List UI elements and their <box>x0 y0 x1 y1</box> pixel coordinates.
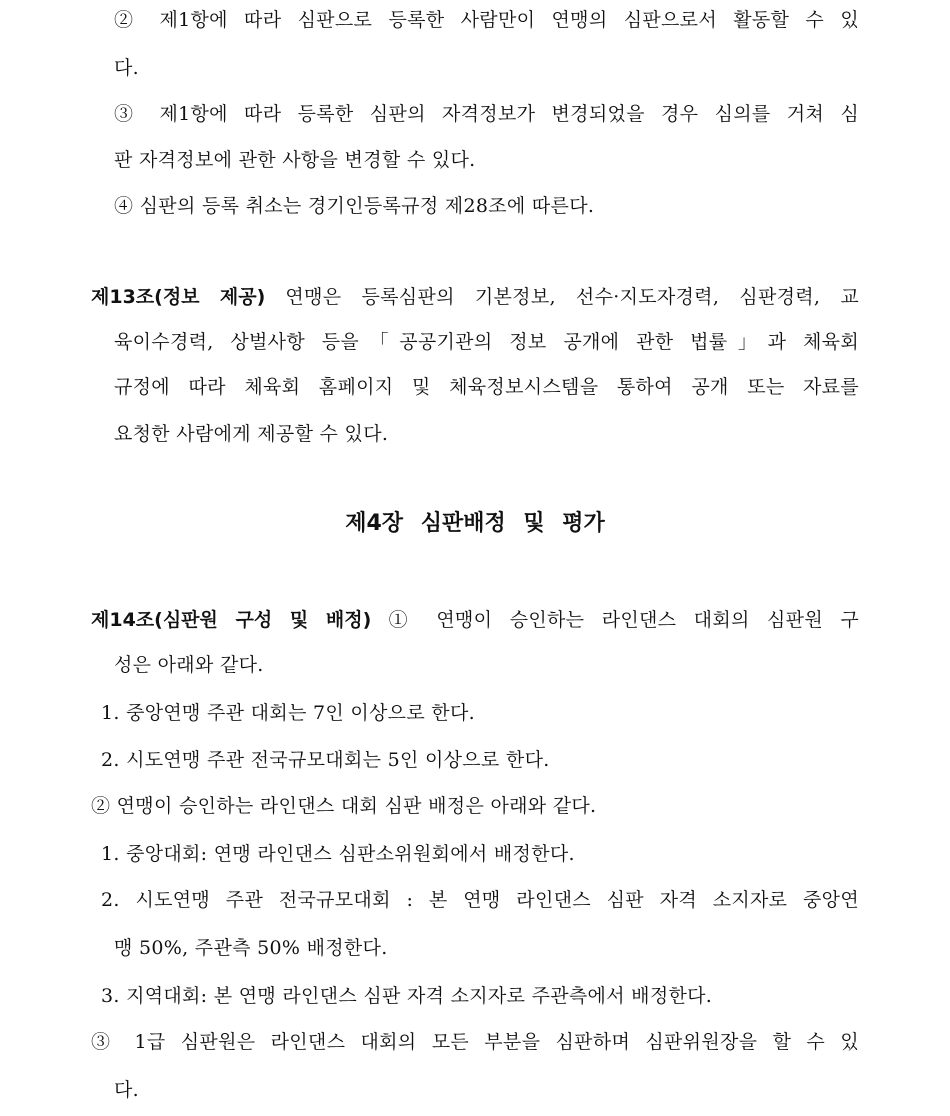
article14-item2-2-line1: 2. 시도연맹 주관 전국규모대회 : 본 연맹 라인댄스 심판 자격 소지자로 중앙연 <box>101 889 859 911</box>
article14-para2: ② 연맹이 승인하는 라인댄스 대회 심판 배정은 아래와 같다. <box>91 795 597 817</box>
article13-heading: 제13조(정보 제공) <box>91 286 266 308</box>
article14-line2: 성은 아래와 같다. <box>114 654 264 676</box>
article14-para3-line2: 다. <box>114 1079 139 1101</box>
article12-para2-line1: ② 제1항에 따라 심판으로 등록한 사람만이 연맹의 심판으로서 활동할 수 있 <box>114 9 859 31</box>
article14-item2-1: 1. 중앙대회: 연맹 라인댄스 심판소위원회에서 배정한다. <box>101 843 575 865</box>
article14-item1-1: 1. 중앙연맹 주관 대회는 7인 이상으로 한다. <box>101 702 475 724</box>
article13-line4: 요청한 사람에게 제공할 수 있다. <box>114 423 389 445</box>
article14-line1-text: ① 연맹이 승인하는 라인댄스 대회의 심판원 구 <box>371 609 859 631</box>
article13-line2: 육이수경력, 상벌사항 등을「공공기관의 정보 공개에 관한 법률」과 체육회 <box>114 331 859 353</box>
article14-item1-2: 2. 시도연맹 주관 전국규모대회는 5인 이상으로 한다. <box>101 749 550 771</box>
article12-para3-line2: 판 자격정보에 관한 사항을 변경할 수 있다. <box>114 149 476 171</box>
article14-line1 <box>91 607 859 633</box>
article14-item2-3: 3. 지역대회: 본 연맹 라인댄스 심판 자격 소지자로 주관측에서 배정한다. <box>101 985 713 1007</box>
article12-para2-line2: 다. <box>114 57 139 79</box>
article12-para3-line1: ③ 제1항에 따라 등록한 심판의 자격정보가 변경되었을 경우 심의를 거쳐 심 <box>114 103 859 125</box>
article14-para3-line1: ③ 1급 심판원은 라인댄스 대회의 모든 부분을 심판하며 심판위원장을 할 수 있 <box>91 1031 859 1053</box>
article14-heading: 제14조(심판원 구성 및 배정) <box>91 609 372 631</box>
article13-line3: 규정에 따라 체육회 홈페이지 및 체육정보시스템을 통하여 공개 또는 자료를 <box>114 376 859 398</box>
article13-line1 <box>91 284 859 310</box>
chapter-title: 제4장 심판배정 및 평가 <box>345 511 605 536</box>
article13-line1-text: 연맹은 등록심판의 기본정보, 선수·지도자경력, 심판경력, 교 <box>265 286 859 308</box>
article12-para4-line1: ④ 심판의 등록 취소는 경기인등록규정 제28조에 따른다. <box>114 195 595 217</box>
article14-item2-2-line2: 맹 50%, 주관측 50% 배정한다. <box>114 937 388 959</box>
